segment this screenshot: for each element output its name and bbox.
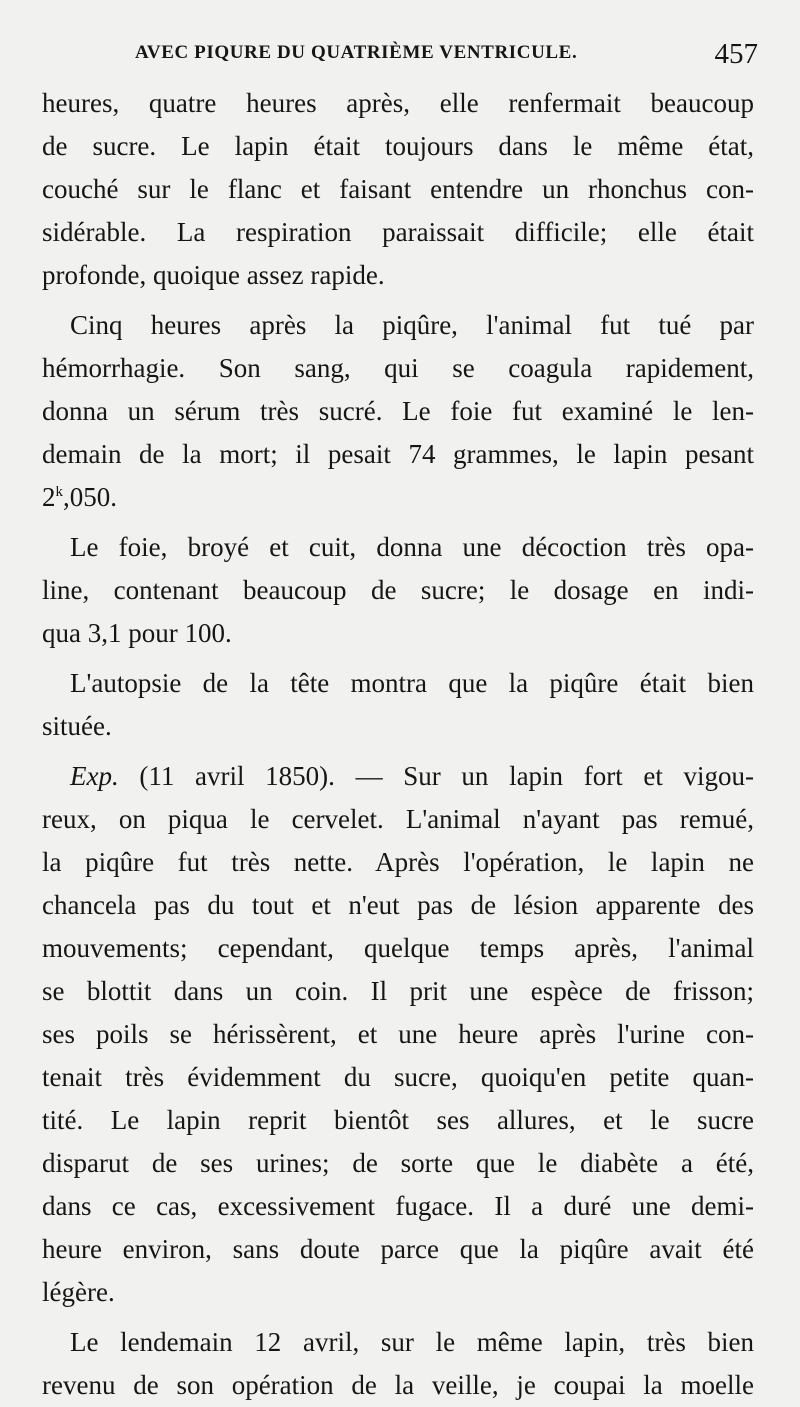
text-line: ses poils se hérissèrent, et une heure après l'urine con-	[42, 1019, 754, 1049]
experiment-label: Exp.	[70, 761, 119, 791]
text-line: légère.	[42, 1277, 115, 1307]
paragraph-4	[42, 662, 754, 748]
experiment-date-text: (11 avril 1850). — Sur un lapin fort et vigou-	[118, 761, 754, 791]
text-line-experiment-heading	[42, 755, 754, 798]
text-line: de sucre. Le lapin était toujours dans le même état,	[42, 131, 754, 161]
text-line: chancela pas du tout et n'eut pas de lésion apparente des	[42, 890, 754, 920]
weight-unit: k	[55, 484, 63, 500]
page-header	[40, 38, 760, 74]
text-line: tenait très évidemment du sucre, quoiqu'en petite quan-	[42, 1062, 754, 1092]
text-line: hémorrhagie. Son sang, qui se coagula rapidement,	[42, 353, 754, 383]
text-line: reux, on piqua le cervelet. L'animal n'ayant pas remué,	[42, 804, 754, 834]
paragraph-3	[42, 526, 754, 655]
paragraph-1	[42, 82, 754, 297]
text-line: demain de la mort; il pesait 74 grammes, le lapin pesant	[42, 439, 754, 469]
running-title: AVEC PIQURE DU QUATRIÈME VENTRICULE.	[135, 42, 578, 63]
text-line: disparut de ses urines; de sorte que le diabète a été,	[42, 1148, 754, 1178]
text-line: située.	[42, 711, 112, 741]
paragraph-experiment	[42, 755, 754, 1314]
paragraph-2	[42, 304, 754, 519]
text-line: L'autopsie de la tête montra que la piqûre était bien	[70, 668, 754, 698]
text-line: Cinq heures après la piqûre, l'animal fut tué par	[70, 310, 754, 340]
text-line-weight	[42, 476, 754, 519]
text-line: heures, quatre heures après, elle renfermait beaucoup	[42, 88, 754, 118]
paragraph-6	[42, 1321, 754, 1407]
text-line: Le lendemain 12 avril, sur le même lapin, très bien	[70, 1327, 754, 1357]
text-line: line, contenant beaucoup de sucre; le dosage en indi-	[42, 575, 754, 605]
text-line: qua 3,1 pour 100.	[42, 618, 232, 648]
text-line: couché sur le flanc et faisant entendre un rhonchus con-	[42, 174, 754, 204]
text-line: heure environ, sans doute parce que la piqûre avait été	[42, 1234, 754, 1264]
weight-decimal: ,050.	[63, 482, 117, 512]
text-line: mouvements; cependant, quelque temps après, l'animal	[42, 933, 754, 963]
text-line: profonde, quoique assez rapide.	[42, 260, 385, 290]
text-line: se blottit dans un coin. Il prit une espèce de frisson;	[42, 976, 754, 1006]
text-line: tité. Le lapin reprit bientôt ses allures, et le sucre	[42, 1105, 754, 1135]
page-number: 457	[714, 38, 758, 70]
body-text	[42, 82, 754, 1407]
text-line: dans ce cas, excessivement fugace. Il a duré une demi-	[42, 1191, 754, 1221]
text-line: Le foie, broyé et cuit, donna une décoction très opa-	[70, 532, 754, 562]
weight-value: 2	[42, 482, 56, 512]
text-line: sidérable. La respiration paraissait difficile; elle était	[42, 217, 754, 247]
text-line: la piqûre fut très nette. Après l'opération, le lapin ne	[42, 847, 754, 877]
text-line: donna un sérum très sucré. Le foie fut examiné le len-	[42, 396, 754, 426]
text-line: revenu de son opération de la veille, je coupai la moelle	[42, 1370, 754, 1400]
